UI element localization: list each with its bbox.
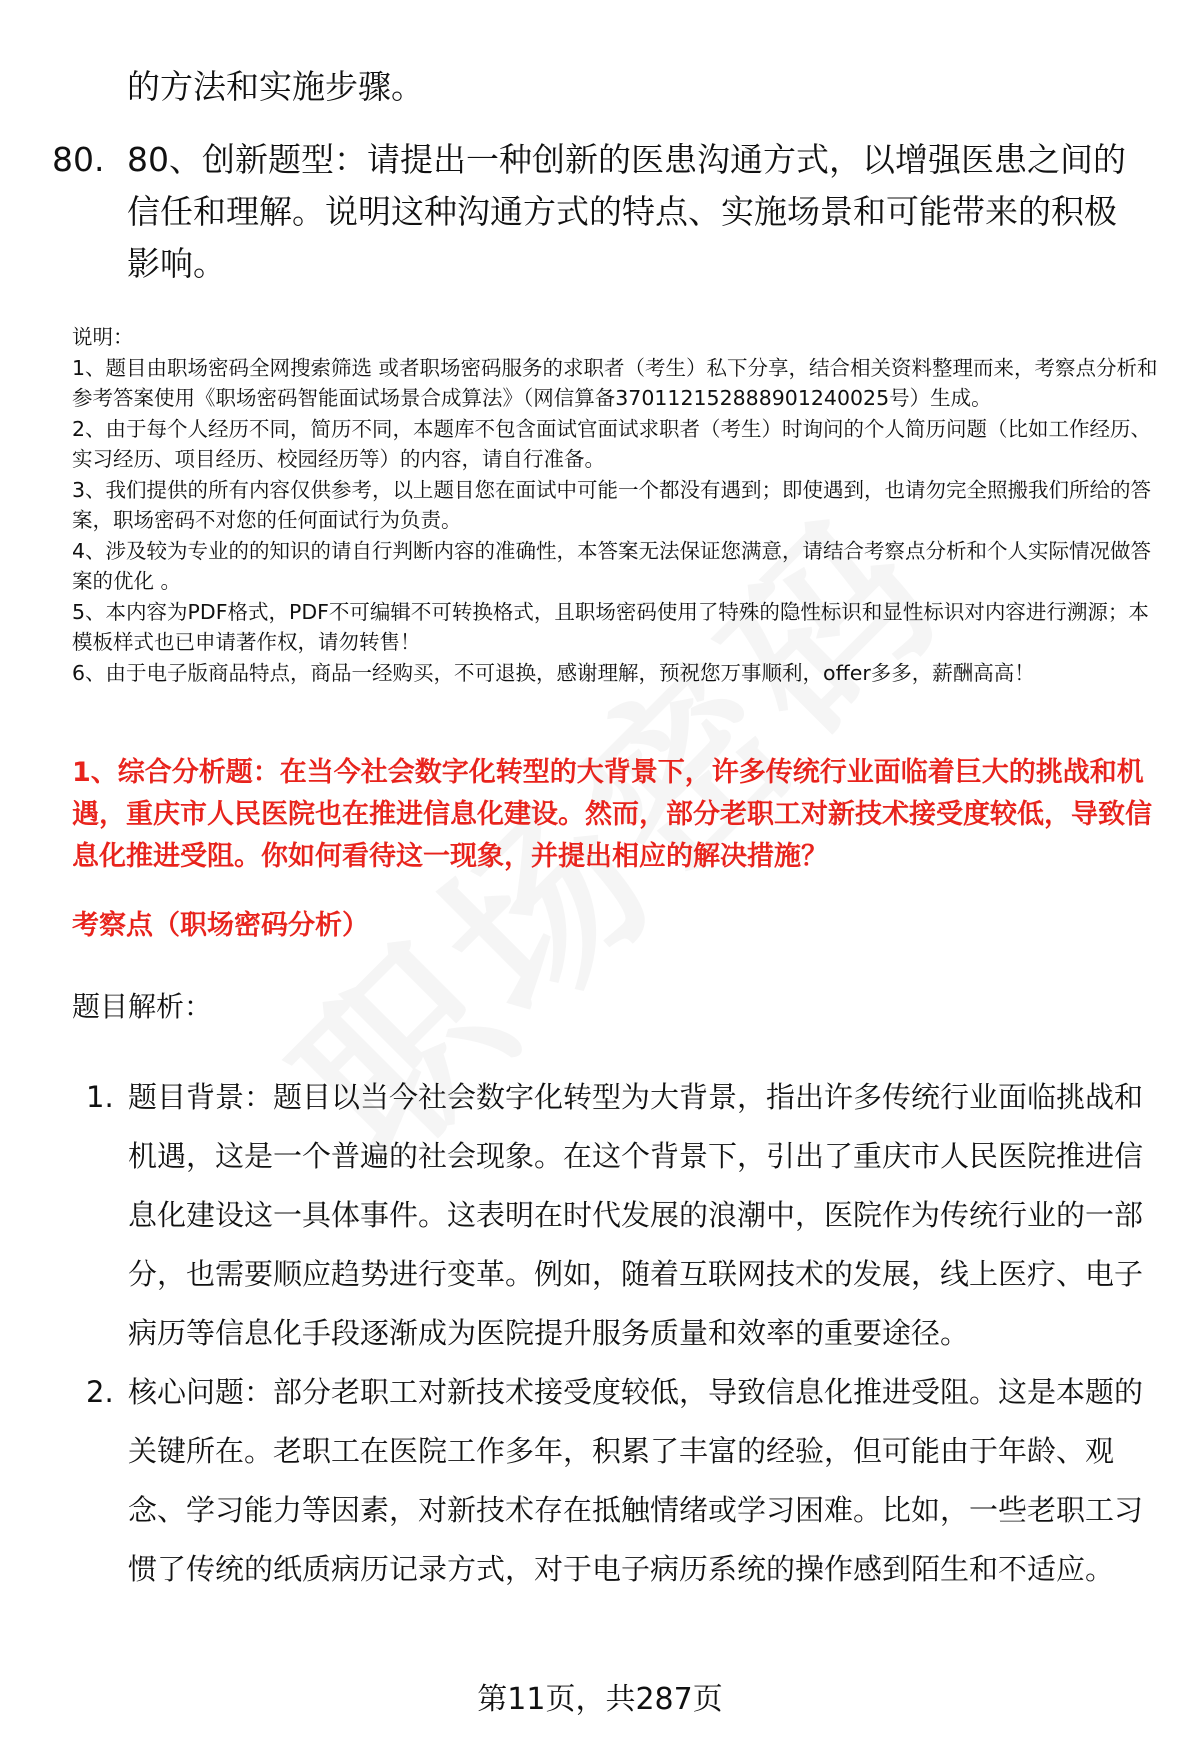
question-1-heading: 1、综合分析题：在当今社会数字化转型的大背景下，许多传统行业面临着巨大的挑战和机遇，重庆市人民医院也在推进信息化建设。然而，部分老职工对新技术接受度较低，导致信息化推进受阻。你如何看待这一现象，并提出相应的解决措施？ <box>72 757 1152 872</box>
note-item: 2、由于每个人经历不同，简历不同，本题库不包含面试官面试求职者（考生）时询问的个人简历问题（比如工作经历、实习经历、项目经历、校园经历等）的内容，请自行准备。 <box>72 416 1152 471</box>
analysis-item-number: 1. <box>86 1080 114 1114</box>
page-footer: 第11页，共287页 <box>477 1682 723 1717</box>
analysis-title: 题目解析： <box>72 990 213 1023</box>
analysis-item-text: 题目背景：题目以当今社会数字化转型为大背景，指出许多传统行业面临挑战和机遇，这是一个普遍的社会现象。在这个背景下，引出了重庆市人民医院推进信息化建设这一具体事件。这表明在时代发展的浪潮中，医院作为传统行业的一部分，也需要顺应趋势进行变革。例如，随着互联网技术的发展，线上医疗、电子病历等信息化手段逐渐成为医院提升服务质量和效率的重要途径。 <box>128 1080 1144 1350</box>
question-80-text: 80、创新题型：请提出一种创新的医患沟通方式，以增强医患之间的信任和理解。说明这种沟通方式的特点、实施场景和可能带来的积极影响。 <box>127 140 1126 283</box>
analysis-list <box>72 1068 1152 1599</box>
analysis-item <box>72 1363 1152 1599</box>
note-item: 6、由于电子版商品特点，商品一经购买，不可退换，感谢理解，预祝您万事顺利，offer多多，薪酬高高！ <box>72 660 1035 685</box>
continuation-text: 的方法和实施步骤。 <box>127 67 424 106</box>
analysis-item-text: 核心问题：部分老职工对新技术接受度较低，导致信息化推进受阻。这是本题的关键所在。老职工在医院工作多年，积累了丰富的经验，但可能由于年龄、观念、学习能力等因素，对新技术存在抵触情绪或学习困难。比如，一些老职工习惯了传统的纸质病历记录方式，对于电子病历系统的操作感到陌生和不适应。 <box>128 1375 1144 1586</box>
notes-section <box>72 322 1162 688</box>
analysis-item-number: 2. <box>86 1375 114 1409</box>
note-item: 4、涉及较为专业的的知识的请自行判断内容的准确性，本答案无法保证您满意，请结合考察点分析和个人实际情况做答案的优化 。 <box>72 538 1152 593</box>
question-80-number: 80. <box>52 140 105 179</box>
notes-title: 说明： <box>72 325 134 349</box>
exam-point-label: 考察点（职场密码分析） <box>72 910 369 941</box>
note-item: 3、我们提供的所有内容仅供参考，以上题目您在面试中可能一个都没有遇到；即使遇到，也请勿完全照搬我们所给的答案，职场密码不对您的任何面试行为负责。 <box>72 477 1152 532</box>
note-item: 1、题目由职场密码全网搜索筛选 或者职场密码服务的求职者（考生）私下分享，结合相关资料整理而来，考察点分析和参考答案使用《职场密码智能面试场景合成算法》（网信算备370112152888901240025号）生成。 <box>72 355 1158 410</box>
question-80 <box>52 134 1142 290</box>
note-item: 5、本内容为PDF格式，PDF不可编辑不可转换格式，且职场密码使用了特殊的隐性标识和显性标识对内容进行溯源；本模板样式也已申请著作权，请勿转售！ <box>72 599 1149 654</box>
analysis-item <box>72 1068 1152 1363</box>
